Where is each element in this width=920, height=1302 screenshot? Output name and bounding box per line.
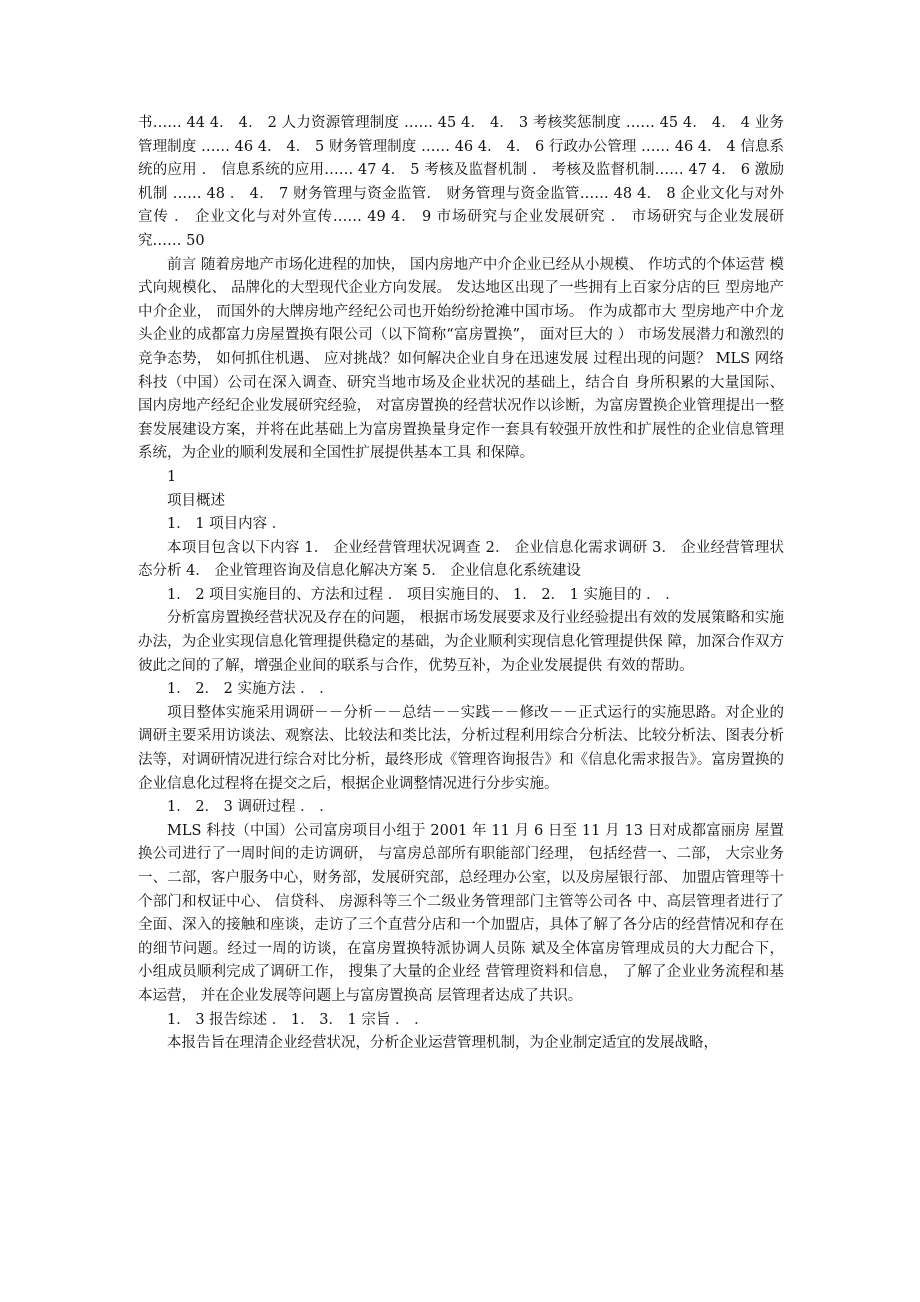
section-title-overview: 项目概述 (167, 492, 225, 509)
heading-1-2-3: 1． 2． 3 调研过程 ． ． (167, 799, 334, 816)
paragraph-1-2-2: 项目整体实施采用调研－－分析－－总结－－实践－－修改－－正式运行的实施思路。对企业的调研主要采用访谈法、观察法、比较法和类比法，分析过程利用综合分析法、比较分析法、图表分析法等，对调研情况进行综合对比分析，最终形成《管理咨询报告》和《信息化需求报告》。富房置换的企业信息化过程将在提交之后，根据企业调整情况进行分步实施。 (138, 704, 784, 792)
heading-1-2: 1． 2 项目实施目的、方法和过程 ． 项目实施目的、 1． 2． 1 实施目的 ． ． (167, 586, 680, 603)
toc-continuation: 书…… 44 4． 4． 2 人力资源管理制度 …… 45 4． 4． 3 考核奖惩制度 …… 45 4． 4． 4 业务管理制度 …… 46 4． 4． 5 财务管理制度 …… 46 4． 4． 6 行政办公管理 …… 46 4． 4 信息系统的应用 ． 信息系统的应用…… 47 4． 5 考核及监督机制 ． 考核及监督机制…… 47 4． 6 激励机制 …… 48 ． 4． 7 财务管理与资金监管． 财务管理与资金监管…… 48 4． 8 企业文化与对外宣传 ． 企业文化与对外宣传…… 49 4． 9 市场研究与企业发展研究 ． 市场研究与企业发展研究…… 50 (138, 115, 784, 249)
paragraph-1-2-3: MLS 科技（中国）公司富房项目小组于 2001 年 11 月 6 日至 11 月 13 日对成都富丽房 屋置换公司进行了一周时间的走访调研， 与富房总部所有职能部门经理， 包括经营一、二部， 大宗业务一、二部，客户服务中心，财务部，发展研究部，总经理办公室，以及房屋银行部、 加盟店管理等十个部门和权证中心、 信贷科、 房源科等三个二级业务管理部门主管等公司各 中、高层管理者进行了全面、深入的接触和座谈，走访了三个直营分店和一个加盟店，具体了解了各分店的经营情况和存在的细节问题。经过一周的访谈，在富房置换特派协调人员陈 斌及全体富房管理成员的大力配合下， 小组成员顺利完成了调研工作， 搜集了大量的企业经 营管理资料和信息， 了解了企业业务流程和基本运营， 并在企业发展等问题上与富房置换高 层管理者达成了共识。 (138, 822, 784, 1004)
paragraph-1-3-1: 本报告旨在理清企业经营状况，分析企业运营管理机制，为企业制定适宜的发展战略， (167, 1035, 718, 1052)
paragraph-1-1: 本项目包含以下内容 1． 企业经营管理状况调查 2． 企业信息化需求调研 3． 企业经营管理状态分析 4． 企业管理咨询及信息化解决方案 5． 企业信息化系统建设 (138, 539, 784, 580)
document-body (138, 112, 784, 1056)
heading-1-2-2: 1． 2． 2 实施方法 ． ． (167, 681, 334, 698)
page-number: 1 (167, 468, 177, 485)
heading-1-1: 1． 1 项目内容 ． (167, 516, 287, 533)
preface-paragraph: 前言 随着房地产市场化进程的加快， 国内房地产中介企业已经从小规模、 作坊式的个体运营 模式向规模化、 品牌化的大型现代企业方向发展。 发达地区出现了一些拥有上百家分店的巨 型房地产中介企业， 而国外的大牌房地产经纪公司也开始纷纷抢滩中国市场。 作为成都市大 型房地产中介龙头企业的成都富力房屋置换有限公司（以下简称“富房置换”， 面对巨大的 ） 市场发展潜力和激烈的竞争态势， 如何抓住机遇、 应对挑战？如何解决企业自身在迅速发展 过程出现的问题？ MLS 网络科技（中国）公司在深入调查、研究当地市场及企业状况的基础上，结合自 身所积累的大量国际、 国内房地产经纪企业发展研究经验， 对富房置换的经营状况作以诊断，为富房置换企业管理提出一整套发展建设方案，并将在此基础上为富房置换量身定作一套具有较强开放性和扩展性的企业信息管理系统，为企业的顺利发展和全国性扩展提供基本工具 和保障。 (138, 256, 784, 462)
heading-1-3: 1． 3 报告综述 ． 1． 3． 1 宗旨 ． ． (167, 1011, 429, 1028)
paragraph-1-2-1: 分析富房置换经营状况及存在的问题， 根据市场发展要求及行业经验提出有效的发展策略和实施办法，为企业实现信息化管理提供稳定的基础，为企业顺利实现信息化管理提供保 障，加深合作双方彼此之间的了解，增强企业间的联系与合作，优势互补，为企业发展提供 有效的帮助。 (138, 610, 784, 674)
